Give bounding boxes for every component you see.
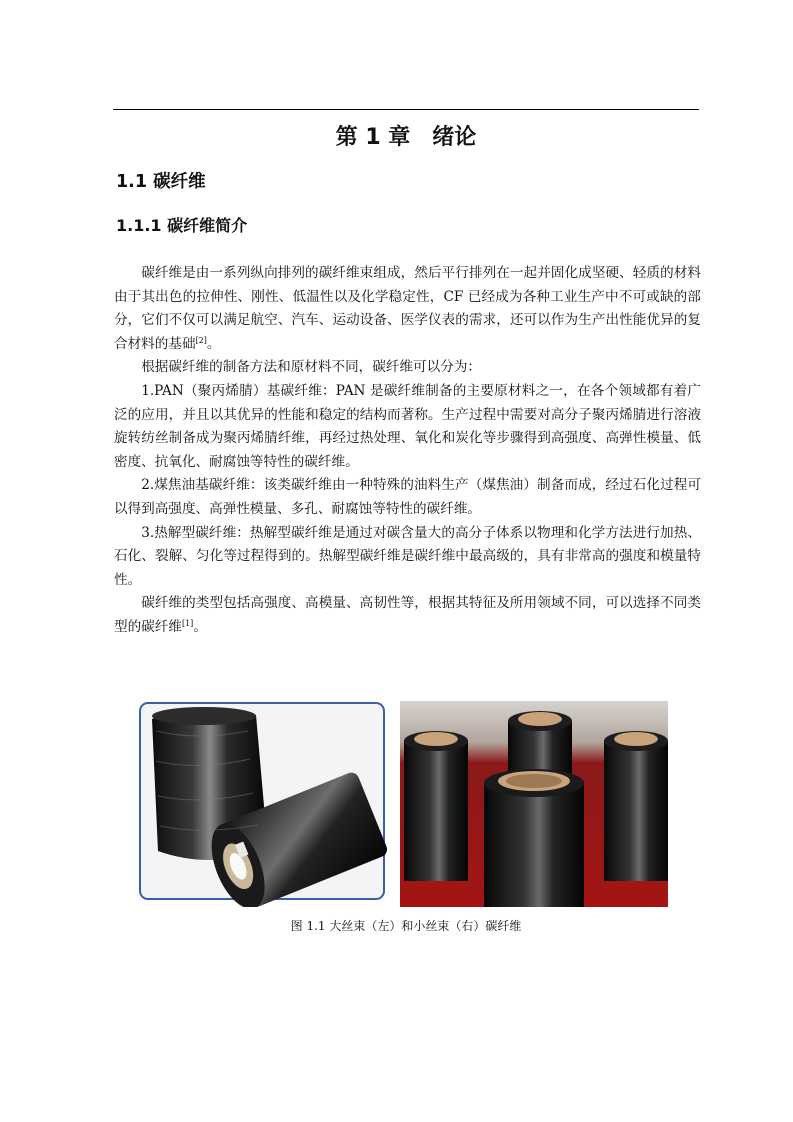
- chapter-title: 第 1 章 绪论: [335, 125, 477, 150]
- figure-carbon-fiber: [138, 701, 668, 907]
- body-text: [114, 262, 701, 640]
- paragraph-intro: 碳纤维是由一系列纵向排列的碳纤维束组成，然后平行排列在一起并固化成坚硬、轻质的材料由于其出色的拉伸性、刚性、低温性以及化学稳定性，CF 已经成为各种工业生产中不可或缺的部分，它们不仅可以满足航空、汽车、运动设备、医学仪表的需求，还可以作为生产出性能优异的复合材料的基础[2]。: [114, 265, 701, 352]
- figure-caption: 图 1.1 大丝束（左）和小丝束（右）碳纤维: [290, 919, 522, 933]
- paragraph-classification: 根据碳纤维的制备方法和原材料不同，碳纤维可以分为：: [141, 359, 482, 376]
- paragraph-pyrolytic: 3.热解型碳纤维：热解型碳纤维是通过对碳含量大的高分子体系以物理和化学方法进行加热、石化、裂解、匀化等过程得到的。热解型碳纤维是碳纤维中最高级的，具有非常高的强度和模量特性。: [114, 524, 701, 588]
- paragraph-pan: 1.PAN（聚丙烯腈）基碳纤维：PAN 是碳纤维制备的主要原材料之一，在各个领域都有着广泛的应用，并且以其优异的性能和稳定的结构而著称。生产过程中需要对高分子聚丙烯腈进行溶液旋转纺丝制备成为聚丙烯腈纤维，再经过热处理、氧化和炭化等步骤得到高强度、高弹性模量、低密度、抗氧化、耐腐蚀等特性的碳纤维。: [114, 382, 701, 470]
- subsection-heading: 1.1.1 碳纤维简介: [116, 216, 248, 235]
- section-heading: 1.1 碳纤维: [116, 172, 206, 192]
- header-rule: [113, 109, 699, 110]
- small-tow-spools-image: [400, 701, 668, 907]
- citation: [2]: [195, 335, 207, 345]
- citation: [1]: [181, 618, 194, 628]
- large-tow-spools-image: [138, 701, 398, 907]
- paragraph-coal-tar: 2.煤焦油基碳纤维：该类碳纤维由一种特殊的油料生产（煤焦油）制备而成，经过石化过程可以得到高强度、高弹性模量、多孔、耐腐蚀等特性的碳纤维。: [114, 477, 701, 517]
- paragraph-types: 碳纤维的类型包括高强度、高模量、高韧性等，根据其特征及所用领域不同，可以选择不同类型的碳纤维[1]。: [114, 595, 701, 635]
